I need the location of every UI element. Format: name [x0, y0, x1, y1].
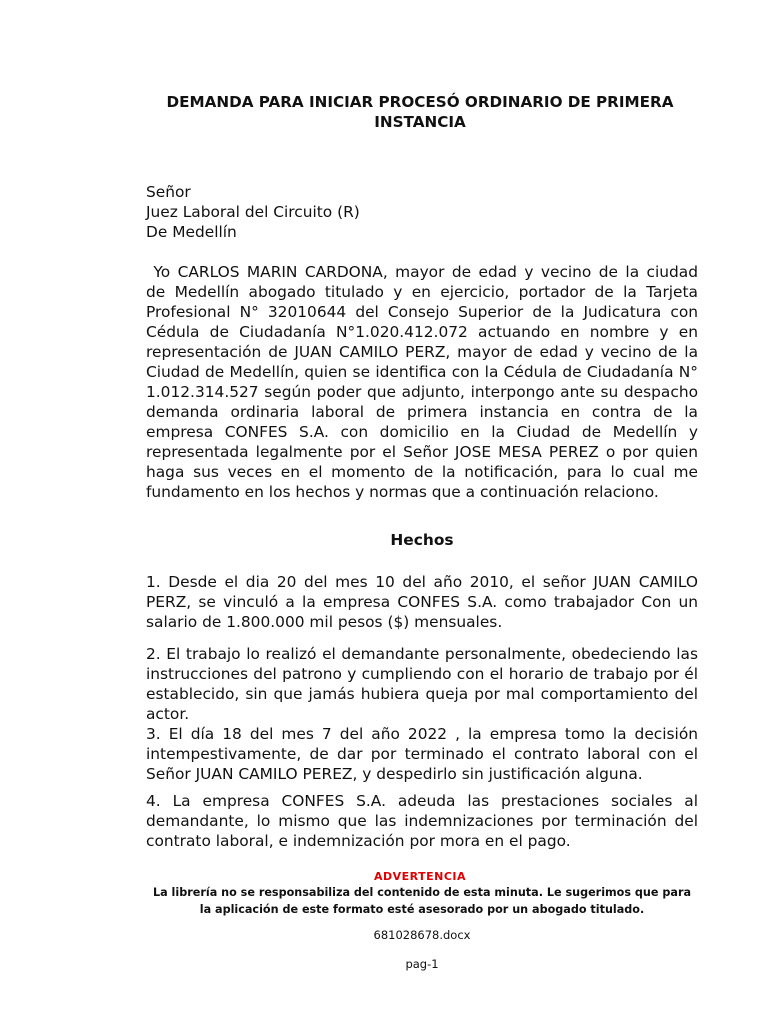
- fact-item: [146, 791, 698, 851]
- fact-line: contrato laboral, e indemnización por mora en el pago.: [146, 832, 571, 850]
- fact-line: 4. La empresa CONFES S.A. adeuda las prestaciones sociales al: [146, 792, 698, 810]
- paragraph-line: de Medellín abogado titulado y en ejercicio, portador de la Tarjeta: [146, 283, 698, 301]
- paragraph-line: Cédula de Ciudadanía N°1.020.412.072 actuando en nombre y en: [146, 323, 698, 341]
- paragraph-line: demanda ordinaria laboral de primera instancia en contra de la: [146, 403, 698, 421]
- fact-item: [146, 724, 698, 784]
- warning-title: ADVERTENCIA: [373, 870, 467, 883]
- fact-line: establecido, sin que jamás hubiera queja por mal comportamiento del: [146, 685, 698, 703]
- paragraph-line: fundamento en los hechos y normas que a continuación relaciono.: [146, 483, 659, 501]
- paragraph-line: Ciudad de Medellín, quien se identifica con la Cédula de Ciudadanía N°: [146, 363, 698, 381]
- addressee-block: [146, 182, 360, 242]
- fact-line: 3. El día 18 del mes 7 del año 2022 , la empresa tomo la decisión: [146, 725, 698, 743]
- paragraph-line: Yo CARLOS MARIN CARDONA, mayor de edad y vecino de la ciudad: [146, 263, 698, 281]
- file-name: 681028678.docx: [373, 928, 471, 942]
- facts-heading: Hechos: [390, 531, 454, 549]
- paragraph-line: representación de JUAN CAMILO PERZ, mayor de edad y vecino de la: [146, 343, 698, 361]
- title-line: DEMANDA PARA INICIAR PROCESÓ ORDINARIO DE PRIMERA: [166, 93, 674, 111]
- fact-line: Señor JUAN CAMILO PEREZ, y despedirlo sin justificación alguna.: [146, 765, 643, 783]
- title-line: INSTANCIA: [374, 113, 466, 131]
- fact-line: PERZ, se vinculó a la empresa CONFES S.A. como trabajador Con un: [146, 593, 698, 611]
- fact-line: 1. Desde el dia 20 del mes 10 del año 2010, el señor JUAN CAMILO: [146, 573, 698, 591]
- warning-note: [146, 884, 698, 918]
- fact-line: actor.: [146, 705, 190, 723]
- paragraph-line: empresa CONFES S.A. con domicilio en la Ciudad de Medellín y: [146, 423, 698, 441]
- fact-item: [146, 644, 698, 724]
- page-number: pag-1: [405, 957, 439, 971]
- fact-line: salario de 1.800.000 mil pesos ($) mensuales.: [146, 613, 503, 631]
- intro-paragraph: [146, 262, 698, 502]
- document-title: [120, 92, 720, 132]
- addressee-line: Juez Laboral del Circuito (R): [146, 203, 360, 221]
- addressee-line: De Medellín: [146, 223, 237, 241]
- paragraph-line: haga sus veces en el momento de la notificación, para lo cual me: [146, 463, 698, 481]
- fact-line: intempestivamente, de dar por terminado el contrato laboral con el: [146, 745, 698, 763]
- paragraph-line: Profesional N° 32010644 del Consejo Superior de la Judicatura con: [146, 303, 698, 321]
- addressee-line: Señor: [146, 183, 191, 201]
- warning-line: la aplicación de este formato esté asesorado por un abogado titulado.: [199, 903, 645, 916]
- fact-line: demandante, lo mismo que las indemnizaciones por terminación del: [146, 812, 698, 830]
- paragraph-line: 1.012.314.527 según poder que adjunto, interpongo ante su despacho: [146, 383, 698, 401]
- warning-line: La librería no se responsabiliza del contenido de esta minuta. Le sugerimos que para: [152, 886, 692, 899]
- paragraph-line: representada legalmente por el Señor JOSE MESA PEREZ o por quien: [146, 443, 698, 461]
- fact-line: instrucciones del patrono y cumpliendo con el horario de trabajo por él: [146, 665, 698, 683]
- fact-line: 2. El trabajo lo realizó el demandante personalmente, obedeciendo las: [146, 645, 698, 663]
- fact-item: [146, 572, 698, 632]
